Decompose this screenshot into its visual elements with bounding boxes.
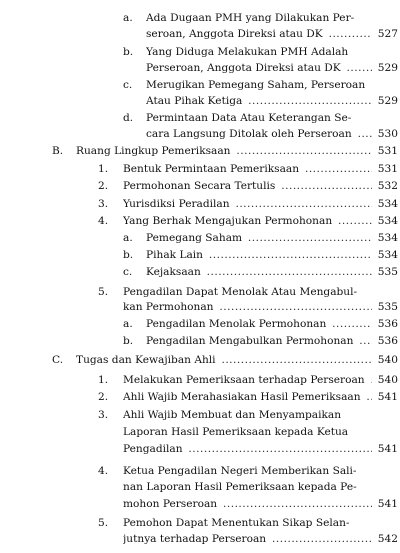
toc-entry-number: 1. — [98, 163, 109, 175]
toc-entry-number: B. — [52, 145, 64, 157]
toc-entry-page: 541 — [377, 498, 398, 510]
toc-entry — [0, 531, 400, 547]
toc-entry-title: cara Langsung Ditolak oleh Perseroan — [146, 128, 352, 140]
toc-entry-page: 529 — [377, 62, 398, 74]
toc-entry-number: 3. — [98, 198, 109, 210]
toc-entry — [0, 372, 400, 388]
toc-entry-title: Pengadilan Menolak Permohonan — [146, 318, 327, 330]
toc-entry — [0, 352, 400, 368]
toc-entry-title: Ahli Wajib Membuat dan Menyampaikan — [123, 409, 342, 421]
toc-entry-number: C. — [52, 354, 64, 366]
toc-entry — [0, 26, 400, 42]
toc-entry — [0, 515, 400, 531]
toc-entry-title: Pemegang Saham — [146, 232, 243, 244]
toc-entry — [0, 463, 400, 479]
toc-entry — [0, 316, 400, 332]
toc-entry-title: Permintaan Data Atau Keterangan Se- — [146, 112, 352, 124]
toc-entry-title: Ruang Lingkup Pemeriksaan — [76, 145, 231, 157]
toc-entry-number: 5. — [98, 286, 109, 298]
toc-entry-title: Pengadilan Dapat Menolak Atau Mengabul- — [123, 286, 358, 298]
toc-entry-number: b. — [123, 335, 134, 347]
toc-entry — [0, 264, 400, 280]
toc-entry-title: Perseroan, Anggota Direksi atau DK — [146, 62, 341, 74]
toc-entry-page: 536 — [377, 318, 398, 330]
toc-entry-page: 540 — [377, 354, 398, 366]
toc-entry-page: 527 — [377, 28, 398, 40]
toc-entry-title: Atau Pihak Ketiga — [146, 95, 243, 107]
toc-entry-title: Pihak Lain — [146, 249, 204, 261]
toc-entry-title: Tugas dan Kewajiban Ahli — [76, 354, 216, 366]
toc-entry-number: 5. — [98, 517, 109, 529]
toc-entry-title: Pengadilan Mengabulkan Permohonan — [146, 335, 354, 347]
toc-entry — [0, 441, 400, 457]
toc-entry-title: kan Permohonan — [123, 301, 214, 313]
toc-entry-number: 4. — [98, 465, 109, 477]
toc-entry-page: 534 — [377, 215, 398, 227]
toc-entry-page: 531 — [377, 163, 398, 175]
toc-entry-page: 540 — [377, 374, 398, 386]
toc-entry-number: 1. — [98, 374, 109, 386]
toc-entry — [0, 230, 400, 246]
toc-entry — [0, 161, 400, 177]
toc-entry-title: mohon Perseroan — [123, 498, 218, 510]
toc-entry-title: nan Laporan Hasil Pemeriksaan kepada Pe- — [123, 481, 357, 493]
toc-entry-title: Ada Dugaan PMH yang Dilakukan Per- — [146, 12, 355, 24]
toc-entry — [0, 407, 400, 423]
toc-entry-number: b. — [123, 249, 134, 261]
toc-entry-page: 534 — [377, 198, 398, 210]
toc-entry — [0, 60, 400, 76]
toc-entry — [0, 44, 400, 60]
toc-entry-number: 2. — [98, 180, 109, 192]
toc-entry — [0, 424, 400, 440]
toc-entry-page: 541 — [377, 391, 398, 403]
toc-entry-number: 2. — [98, 391, 109, 403]
toc-entry-number: d. — [123, 112, 134, 124]
toc-entry-title: jutnya terhadap Perseroan — [123, 533, 267, 545]
toc-entry-title: Pengadilan — [123, 443, 183, 455]
toc-entry-page: 529 — [377, 95, 398, 107]
toc-entry — [0, 10, 400, 26]
toc-entry — [0, 213, 400, 229]
toc-entry-page: 530 — [377, 128, 398, 140]
toc-entry-title: Ketua Pengadilan Negeri Memberikan Sali- — [123, 465, 357, 477]
toc-entry-page: 532 — [377, 180, 398, 192]
toc-entry-page: 531 — [377, 145, 398, 157]
toc-entry-page: 542 — [377, 533, 398, 545]
toc-entry-title: seroan, Anggota Direksi atau DK — [146, 28, 323, 40]
toc-entry-page: 534 — [377, 249, 398, 261]
toc-entry — [0, 389, 400, 405]
toc-entry-number: a. — [123, 318, 133, 330]
toc-entry-number: b. — [123, 46, 134, 58]
toc-entry-title: Kejaksaan — [146, 266, 201, 278]
toc-entry-title: Bentuk Permintaan Pemeriksaan — [123, 163, 300, 175]
toc-entry-title: Pemohon Dapat Menentukan Sikap Selan- — [123, 517, 350, 529]
toc-entry — [0, 496, 400, 512]
toc-entry-number: 3. — [98, 409, 109, 421]
toc-entry-title: Merugikan Pemegang Saham, Perseroan — [146, 79, 366, 91]
toc-entry — [0, 110, 400, 126]
toc-entry-title: Ahli Wajib Merahasiakan Hasil Pemeriksaan — [123, 391, 361, 403]
toc-entry — [0, 77, 400, 93]
toc-entry — [0, 284, 400, 300]
toc-entry-page: 536 — [377, 335, 398, 347]
toc-entry-title: Laporan Hasil Pemeriksaan kepada Ketua — [123, 426, 349, 438]
toc-entry-page: 534 — [377, 232, 398, 244]
toc-entry-number: a. — [123, 232, 133, 244]
toc-entry-title: Yang Diduga Melakukan PMH Adalah — [146, 46, 349, 58]
toc-entry-title: Yang Berhak Mengajukan Permohonan — [123, 215, 333, 227]
toc-entry — [0, 479, 400, 495]
toc-entry-title: Permohonan Secara Tertulis — [123, 180, 276, 192]
toc-entry — [0, 247, 400, 263]
toc-entry — [0, 333, 400, 349]
toc-entry — [0, 143, 400, 159]
toc-entry-page: 541 — [377, 443, 398, 455]
toc-entry-number: c. — [123, 266, 133, 278]
toc-entry — [0, 178, 400, 194]
toc-entry-page: 535 — [377, 301, 398, 313]
toc-entry — [0, 93, 400, 109]
toc-entry — [0, 126, 400, 142]
toc-entry-number: 4. — [98, 215, 109, 227]
toc-entry-number: c. — [123, 79, 133, 91]
toc-entry — [0, 299, 400, 315]
toc-entry — [0, 196, 400, 212]
toc-entry-page: 535 — [377, 266, 398, 278]
toc-entry-number: a. — [123, 12, 133, 24]
toc-entry-title: Melakukan Pemeriksaan terhadap Perseroan — [123, 374, 365, 386]
toc-entry-title: Yurisdiksi Peradilan — [123, 198, 230, 210]
